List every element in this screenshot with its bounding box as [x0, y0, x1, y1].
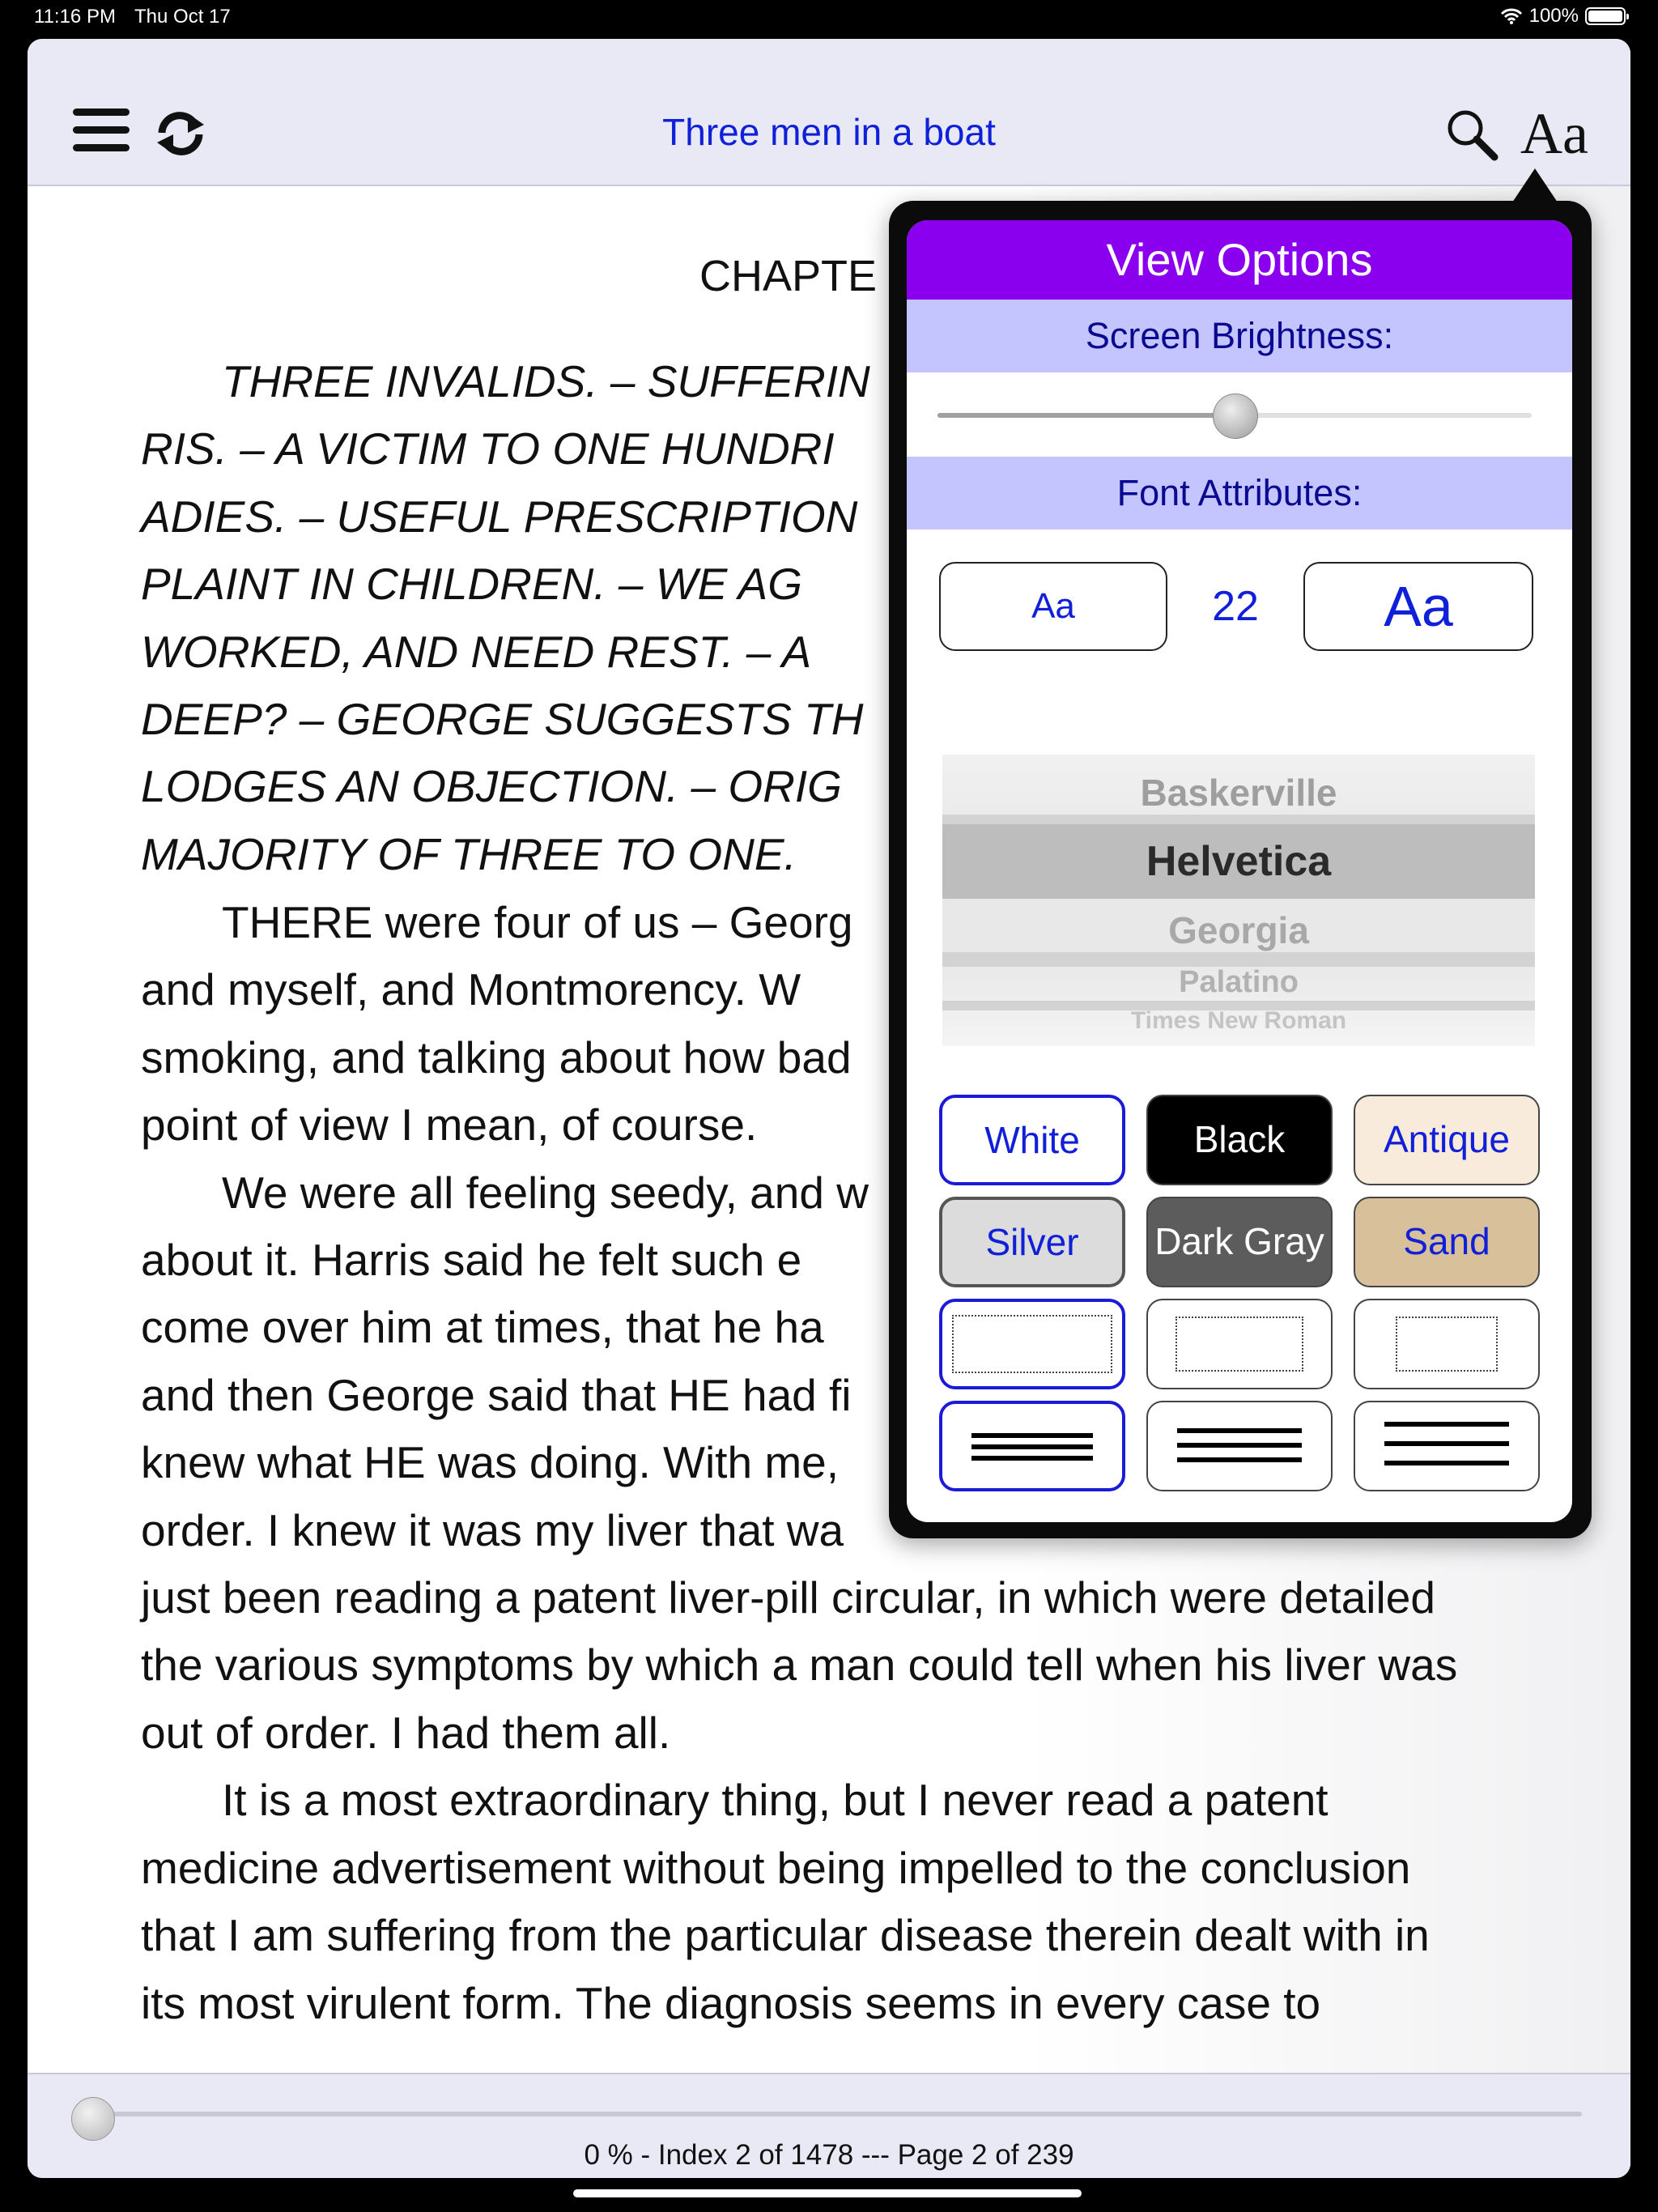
font-option-palatino[interactable]: Palatino — [1179, 965, 1299, 999]
theme-sand-button[interactable]: Sand — [1354, 1197, 1540, 1287]
margin-medium-icon — [1175, 1317, 1303, 1372]
body-line: smoking, and talking about how bad — [141, 1032, 852, 1083]
brightness-fill — [937, 413, 1235, 418]
theme-black-button[interactable]: Black — [1146, 1095, 1333, 1185]
popover-arrow — [1512, 168, 1558, 202]
font-settings-icon[interactable]: Aa — [1520, 101, 1588, 166]
body-line: about it. Harris said he felt such e — [141, 1235, 802, 1286]
brightness-thumb[interactable] — [1213, 393, 1258, 439]
body-line: point of view I mean, of course. — [141, 1100, 758, 1151]
body-line: its most virulent form. The diagnosis seems in every case to — [141, 1977, 1321, 2028]
font-size-value: 22 — [1212, 583, 1259, 630]
font-option-baskerville[interactable]: Baskerville — [1140, 772, 1337, 814]
line-spacing-tight-icon — [971, 1433, 1093, 1461]
body-line: and then George said that HE had fi — [141, 1369, 852, 1420]
line-spacing-wide-icon — [1384, 1422, 1509, 1465]
body-line: the various symptoms by which a man could tell when his liver was — [141, 1640, 1458, 1691]
wifi-icon — [1500, 7, 1523, 25]
body-line: knew what HE was doing. With me, — [141, 1437, 840, 1488]
status-time: 11:16 PM — [34, 6, 116, 28]
font-size-row — [907, 530, 1572, 659]
body-line: THERE were four of us – Georg — [222, 897, 853, 947]
summary-line: PLAINT IN CHILDREN. – WE AG — [141, 559, 802, 610]
margin-medium-button[interactable] — [1146, 1299, 1333, 1389]
page-progress-thumb[interactable] — [71, 2097, 115, 2141]
home-indicator — [573, 2189, 1082, 2197]
body-line: It is a most extraordinary thing, but I never read a patent — [222, 1775, 1329, 1826]
page-progress-track[interactable] — [84, 2112, 1582, 2116]
search-icon[interactable] — [1444, 107, 1499, 162]
chapter-heading: CHAPTE — [699, 252, 878, 300]
summary-line: MAJORITY OF THREE TO ONE. — [141, 828, 797, 879]
margin-narrow-button[interactable] — [1354, 1299, 1540, 1389]
battery-icon — [1585, 7, 1626, 25]
brightness-section-title: Screen Brightness: — [907, 300, 1572, 372]
view-options-panel — [907, 220, 1572, 1522]
status-date: Thu Oct 17 — [134, 6, 231, 28]
body-line: order. I knew it was my liver that wa — [141, 1504, 844, 1555]
increase-font-button[interactable]: Aa — [1303, 562, 1533, 651]
summary-line: RIS. – A VICTIM TO ONE HUNDRI — [141, 423, 835, 474]
body-line: out of order. I had them all. — [141, 1707, 671, 1758]
line-spacing-medium-button[interactable] — [1146, 1401, 1333, 1491]
summary-line: LODGES AN OBJECTION. – ORIG — [141, 761, 842, 812]
font-option-georgia[interactable]: Georgia — [1168, 909, 1309, 951]
margin-narrow-icon — [1396, 1317, 1498, 1372]
font-picker[interactable] — [942, 755, 1535, 1046]
line-spacing-wide-button[interactable] — [1354, 1401, 1540, 1491]
body-line: just been reading a patent liver-pill circular, in which were detailed — [141, 1572, 1435, 1623]
status-bar — [0, 0, 1658, 36]
body-line: medicine advertisement without being impelled to the conclusion — [141, 1842, 1411, 1893]
brightness-slider[interactable] — [907, 372, 1572, 457]
decrease-font-button[interactable]: Aa — [939, 562, 1167, 651]
theme-white-button[interactable]: White — [939, 1095, 1125, 1185]
status-right — [1500, 5, 1626, 28]
body-line: and myself, and Montmorency. W — [141, 964, 801, 1015]
battery-percent: 100% — [1528, 5, 1579, 27]
view-options-popover — [889, 201, 1592, 1538]
view-options-title: View Options — [907, 220, 1572, 300]
body-line: that I am suffering from the particular disease therein dealt with in — [141, 1910, 1430, 1961]
body-line: come over him at times, that he ha — [141, 1302, 824, 1353]
theme-antique-button[interactable]: Antique — [1354, 1095, 1540, 1185]
line-spacing-tight-button[interactable] — [939, 1401, 1125, 1491]
margin-wide-button[interactable] — [939, 1299, 1125, 1389]
summary-line: THREE INVALIDS. – SUFFERIN — [222, 356, 870, 406]
nav-bar — [28, 39, 1630, 186]
theme-dark-gray-button[interactable]: Dark Gray — [1146, 1197, 1333, 1287]
font-option-times-new-roman[interactable]: Times New Roman — [1130, 1007, 1347, 1034]
line-spacing-medium-icon — [1177, 1428, 1302, 1462]
summary-line: DEEP? – GEORGE SUGGESTS TH — [141, 694, 864, 745]
font-section-title: Font Attributes: — [907, 457, 1572, 530]
summary-line: WORKED, AND NEED REST. – A — [141, 626, 812, 677]
body-line: We were all feeling seedy, and w — [222, 1167, 869, 1218]
book-title: Three men in a boat — [662, 111, 996, 153]
footer-bar — [28, 2073, 1630, 2178]
margin-wide-icon — [952, 1315, 1112, 1373]
font-option-helvetica[interactable]: Helvetica — [942, 824, 1535, 899]
theme-silver-button[interactable]: Silver — [939, 1197, 1125, 1287]
progress-text: 0 % - Index 2 of 1478 --- Page 2 of 239 — [584, 2139, 1074, 2171]
summary-line: ADIES. – USEFUL PRESCRIPTION — [141, 491, 858, 542]
